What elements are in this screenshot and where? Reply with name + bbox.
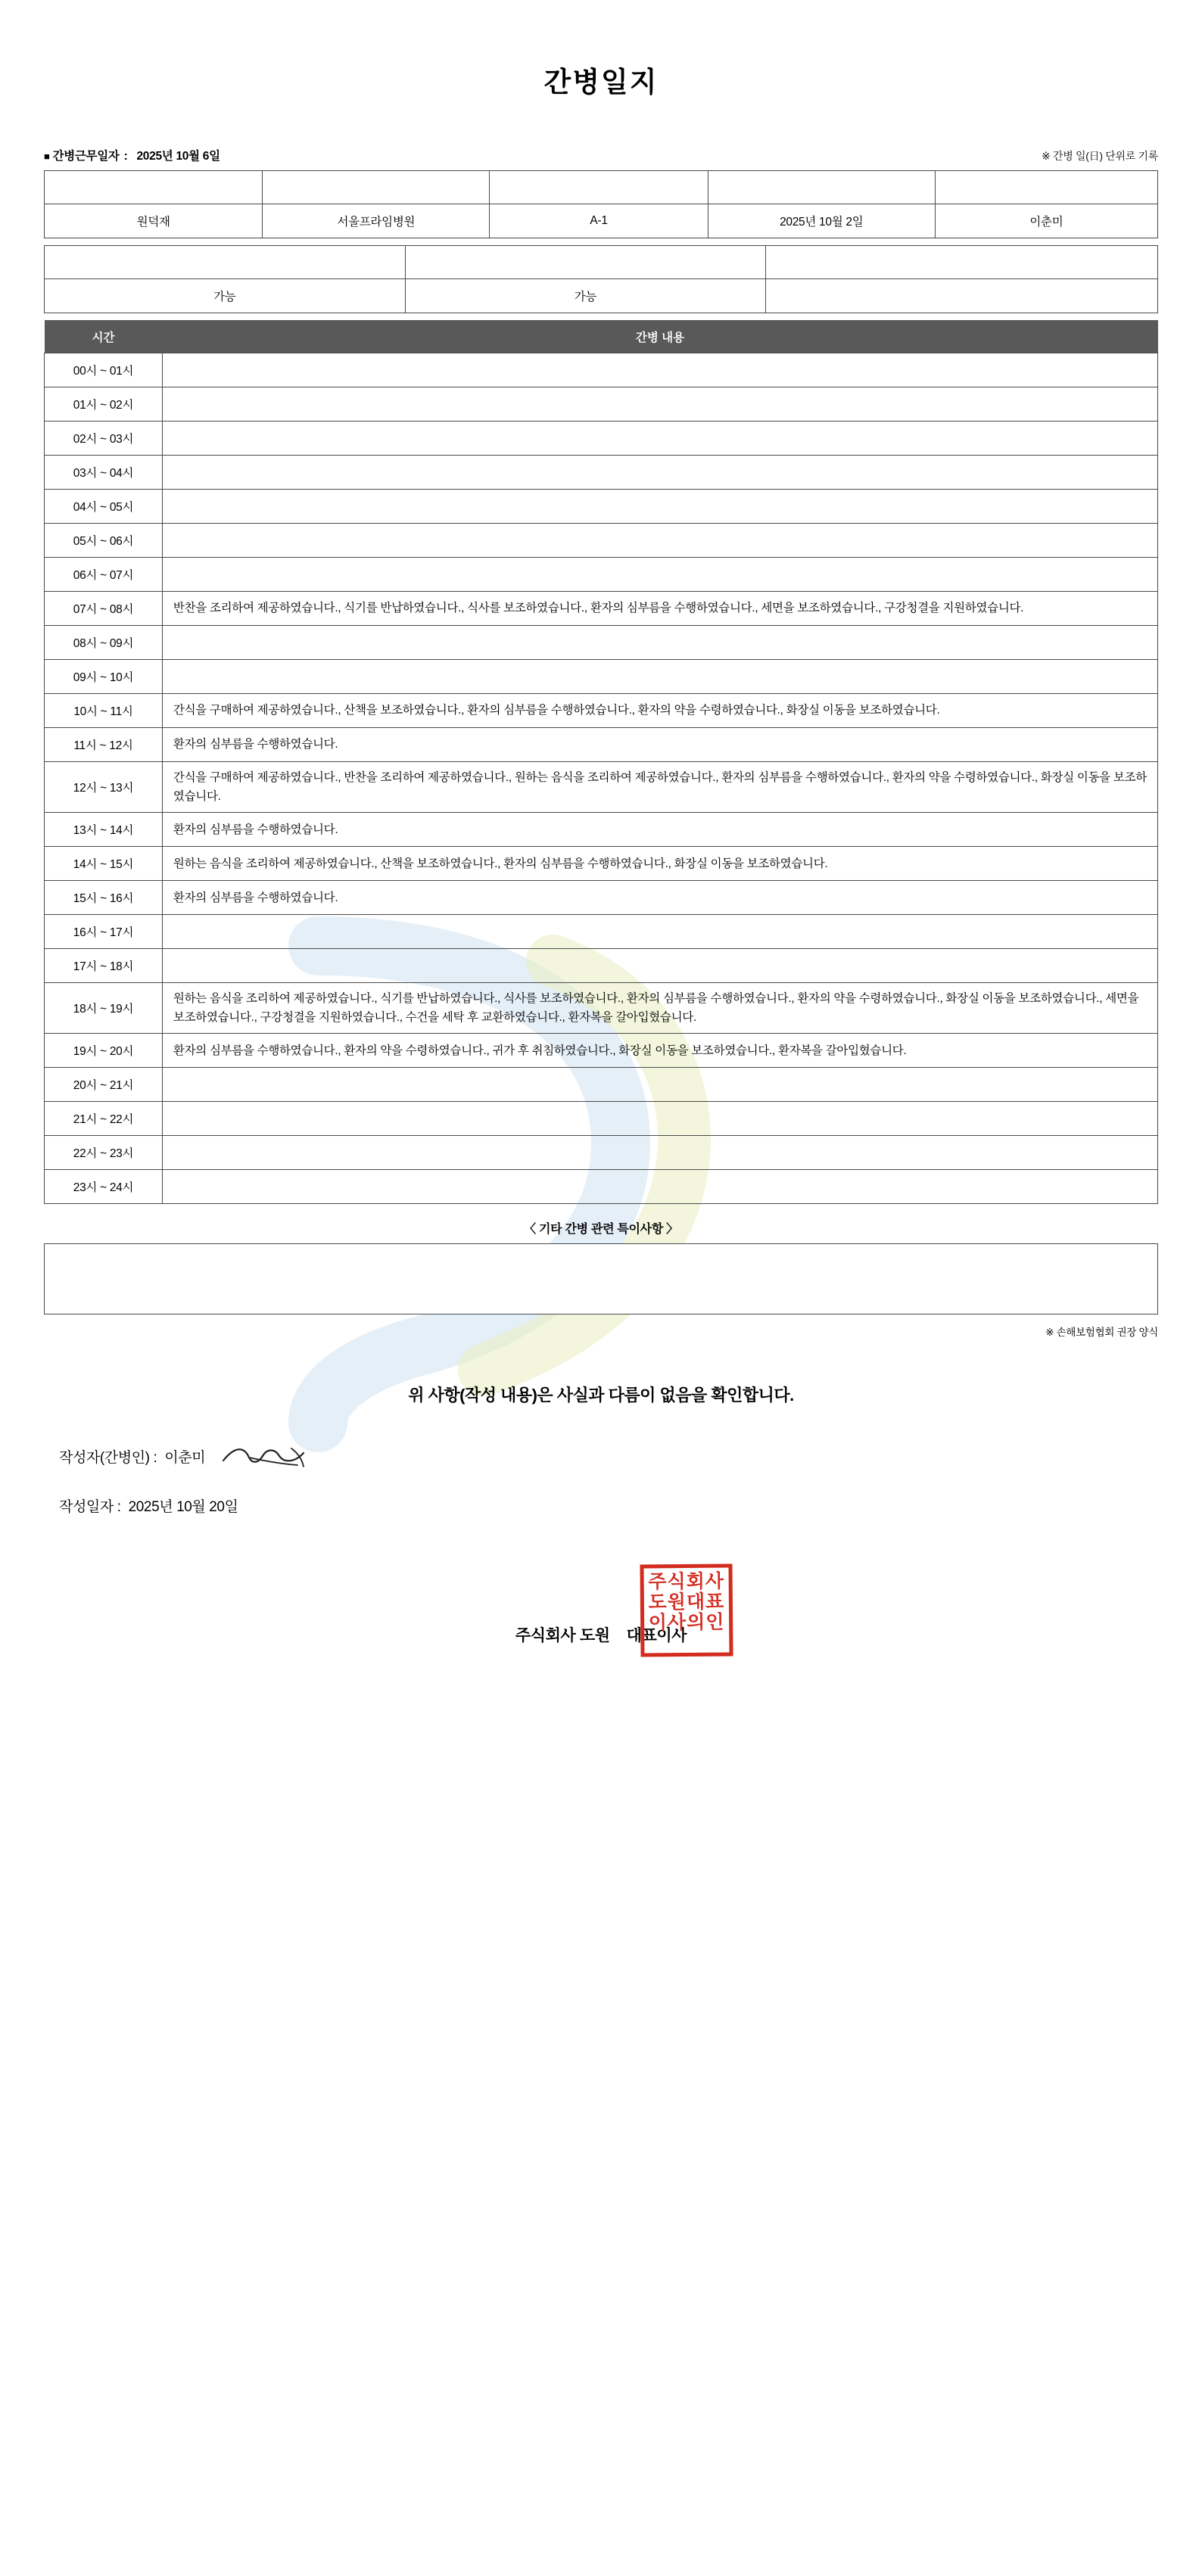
page-title: 간병일지 bbox=[543, 67, 659, 98]
author-value: 이춘미 bbox=[164, 1449, 206, 1466]
log-desc: 반찬을 조리하여 제공하였습니다., 식기를 반납하였습니다., 식사를 보조하였습니다., 환자의 심부름을 수행하였습니다., 세면을 보조하였습니다., 구강청결을 지원하였습니다. bbox=[162, 592, 1157, 626]
col-care-content: 간병 내용 bbox=[162, 320, 1157, 353]
signature-block bbox=[44, 1439, 1158, 1516]
date-value: 2025년 10월 20일 bbox=[128, 1499, 238, 1516]
log-time: 20시 ~ 21시 bbox=[45, 1068, 163, 1102]
table-row-header bbox=[45, 171, 1158, 204]
table-row-header bbox=[45, 246, 1158, 279]
stamp-line-1: 주식회사 bbox=[647, 1570, 724, 1593]
log-desc bbox=[162, 660, 1157, 694]
log-desc: 원하는 음식을 조리하여 제공하였습니다., 식기를 반납하였습니다., 식사를 보조하였습니다., 환자의 심부름을 수행하였습니다., 환자의 약을 수령하였습니다., 화장실 이동을 보조하였습니다., 세면을 보조하였습니다., 구강청결을 지원하였습니다., 수건을 세탁 후 교환하였습니다., 환자복을 갈아입혔습니다. bbox=[162, 983, 1157, 1034]
log-time: 21시 ~ 22시 bbox=[45, 1102, 163, 1136]
log-desc bbox=[162, 422, 1157, 456]
stamp-line-3: 이사의인 bbox=[648, 1610, 725, 1634]
log-desc: 환자의 심부름을 수행하였습니다. bbox=[162, 881, 1157, 915]
log-time: 12시 ~ 13시 bbox=[45, 762, 163, 813]
col-time: 시간 bbox=[45, 320, 163, 353]
log-desc bbox=[162, 1136, 1157, 1170]
company-row bbox=[44, 1558, 1158, 1672]
col-room-number: 병실호수 bbox=[490, 171, 708, 204]
date-line bbox=[59, 1495, 1158, 1516]
table-row bbox=[45, 1136, 1158, 1170]
log-time: 04시 ~ 05시 bbox=[45, 490, 163, 524]
log-time: 09시 ~ 10시 bbox=[45, 660, 163, 694]
log-desc: 환자의 심부름을 수행하였습니다., 환자의 약을 수령하였습니다., 귀가 후 취침하였습니다., 화장실 이동을 보조하였습니다., 환자복을 갈아입혔습니다. bbox=[162, 1034, 1157, 1068]
table-row bbox=[45, 1102, 1158, 1136]
table-row bbox=[45, 983, 1158, 1034]
unit-note: ※ 간병 일(日) 단위로 기록 bbox=[1041, 150, 1158, 162]
table-spacer bbox=[44, 238, 1158, 245]
work-date-value: 2025년 10월 6일 bbox=[136, 150, 220, 163]
table-row bbox=[45, 387, 1158, 422]
value-admission-date: 2025년 10월 2일 bbox=[708, 204, 935, 238]
care-condition-table bbox=[44, 245, 1158, 313]
table-row bbox=[45, 915, 1158, 949]
work-date-separator: : bbox=[123, 150, 128, 163]
form-source-note: ※ 손해보험협회 권장 양식 bbox=[1045, 1327, 1158, 1339]
log-time: 18시 ~ 19시 bbox=[45, 983, 163, 1034]
log-time: 23시 ~ 24시 bbox=[45, 1170, 163, 1204]
log-time: 01시 ~ 02시 bbox=[45, 387, 163, 422]
table-row bbox=[45, 813, 1158, 847]
table-row bbox=[45, 694, 1158, 728]
notes-title: 〈 기타 간병 관련 특이사항 〉 bbox=[524, 1223, 678, 1237]
table-row bbox=[45, 524, 1158, 558]
handwritten-signature-icon bbox=[219, 1438, 317, 1471]
col-admission-date: 입원날짜 bbox=[708, 171, 935, 204]
log-time: 08시 ~ 09시 bbox=[45, 626, 163, 660]
table-row bbox=[45, 353, 1158, 387]
log-desc: 환자의 심부름을 수행하였습니다. bbox=[162, 728, 1157, 762]
table-row bbox=[45, 422, 1158, 456]
table-row bbox=[45, 204, 1158, 238]
date-label: 작성일자 : bbox=[59, 1499, 121, 1516]
hourly-log-table bbox=[44, 320, 1158, 1204]
table-row bbox=[45, 1068, 1158, 1102]
log-time: 17시 ~ 18시 bbox=[45, 949, 163, 983]
log-time: 05시 ~ 06시 bbox=[45, 524, 163, 558]
log-desc bbox=[162, 558, 1157, 592]
value-internal-tube bbox=[766, 279, 1158, 313]
log-time: 11시 ~ 12시 bbox=[45, 728, 163, 762]
col-caregiver-name: 간병인명 bbox=[935, 171, 1157, 204]
log-time: 07시 ~ 08시 bbox=[45, 592, 163, 626]
table-row bbox=[45, 847, 1158, 881]
log-desc: 환자의 심부름을 수행하였습니다. bbox=[162, 813, 1157, 847]
value-hospital: 서울프라임병원 bbox=[263, 204, 490, 238]
table-row bbox=[45, 660, 1158, 694]
bullet-square-icon: ■ bbox=[44, 151, 50, 162]
log-time: 14시 ~ 15시 bbox=[45, 847, 163, 881]
table-row bbox=[45, 762, 1158, 813]
log-time: 13시 ~ 14시 bbox=[45, 813, 163, 847]
col-self-walking: 자가 보행 bbox=[45, 246, 406, 279]
table-row bbox=[45, 456, 1158, 490]
value-patient-name: 원덕재 bbox=[45, 204, 263, 238]
table-row bbox=[45, 881, 1158, 915]
log-time: 06시 ~ 07시 bbox=[45, 558, 163, 592]
value-room-number: A-1 bbox=[490, 204, 708, 238]
log-time: 03시 ~ 04시 bbox=[45, 456, 163, 490]
log-desc: 간식을 구매하여 제공하였습니다., 반찬을 조리하여 제공하였습니다., 원하는 음식을 조리하여 제공하였습니다., 환자의 심부름을 수행하였습니다., 환자의 약을 수령하였습니다., 화장실 이동을 보조하였습니다. bbox=[162, 762, 1157, 813]
log-desc bbox=[162, 456, 1157, 490]
company-seal-stamp-icon bbox=[640, 1564, 733, 1657]
stamp-line-2: 도원대표 bbox=[647, 1590, 724, 1613]
log-time: 10시 ~ 11시 bbox=[45, 694, 163, 728]
log-time: 02시 ~ 03시 bbox=[45, 422, 163, 456]
table-spacer bbox=[44, 313, 1158, 320]
log-desc bbox=[162, 1170, 1157, 1204]
log-desc bbox=[162, 949, 1157, 983]
log-desc bbox=[162, 915, 1157, 949]
col-oral-intake: 음식 경구 섭취 bbox=[405, 246, 766, 279]
col-patient-name: 환자성명 bbox=[45, 171, 263, 204]
patient-info-table bbox=[44, 170, 1158, 238]
table-row bbox=[45, 949, 1158, 983]
log-time: 16시 ~ 17시 bbox=[45, 915, 163, 949]
log-desc bbox=[162, 1068, 1157, 1102]
table-row-header bbox=[45, 320, 1158, 353]
table-row bbox=[45, 490, 1158, 524]
confirmation-statement: 위 사항(작성 내용)은 사실과 다름이 없음을 확인합니다. bbox=[408, 1386, 794, 1405]
log-time: 00시 ~ 01시 bbox=[45, 353, 163, 387]
company-role: 대표이사 bbox=[626, 1627, 687, 1645]
log-desc: 원하는 음식을 조리하여 제공하였습니다., 산책을 보조하였습니다., 환자의 심부름을 수행하였습니다., 화장실 이동을 보조하였습니다. bbox=[162, 847, 1157, 881]
value-self-walking: 가능 bbox=[45, 279, 406, 313]
log-desc bbox=[162, 1102, 1157, 1136]
col-internal-tube: 체내 관 삽입 bbox=[766, 246, 1158, 279]
value-oral-intake: 가능 bbox=[405, 279, 766, 313]
log-time: 15시 ~ 16시 bbox=[45, 881, 163, 915]
table-row bbox=[45, 626, 1158, 660]
log-desc bbox=[162, 387, 1157, 422]
log-time: 22시 ~ 23시 bbox=[45, 1136, 163, 1170]
notes-box[interactable] bbox=[44, 1243, 1158, 1314]
log-desc bbox=[162, 353, 1157, 387]
log-desc bbox=[162, 626, 1157, 660]
log-time: 19시 ~ 20시 bbox=[45, 1034, 163, 1068]
author-line bbox=[59, 1439, 1158, 1473]
table-row bbox=[45, 279, 1158, 313]
work-date bbox=[44, 147, 220, 163]
table-row bbox=[45, 728, 1158, 762]
work-date-label: 간병근무일자 bbox=[52, 150, 120, 163]
value-caregiver-name: 이춘미 bbox=[935, 204, 1157, 238]
meta-row bbox=[44, 147, 1158, 163]
author-label: 작성자(간병인) : bbox=[59, 1449, 157, 1466]
table-row bbox=[45, 592, 1158, 626]
table-row bbox=[45, 558, 1158, 592]
log-desc bbox=[162, 524, 1157, 558]
company-name: 주식회사 도원 bbox=[515, 1627, 610, 1645]
log-desc: 간식을 구매하여 제공하였습니다., 산책을 보조하였습니다., 환자의 심부름을 수행하였습니다., 환자의 약을 수령하였습니다., 화장실 이동을 보조하였습니다. bbox=[162, 694, 1157, 728]
table-row bbox=[45, 1170, 1158, 1204]
table-row bbox=[45, 1034, 1158, 1068]
log-desc bbox=[162, 490, 1157, 524]
col-hospital: 의료기관 bbox=[263, 171, 490, 204]
